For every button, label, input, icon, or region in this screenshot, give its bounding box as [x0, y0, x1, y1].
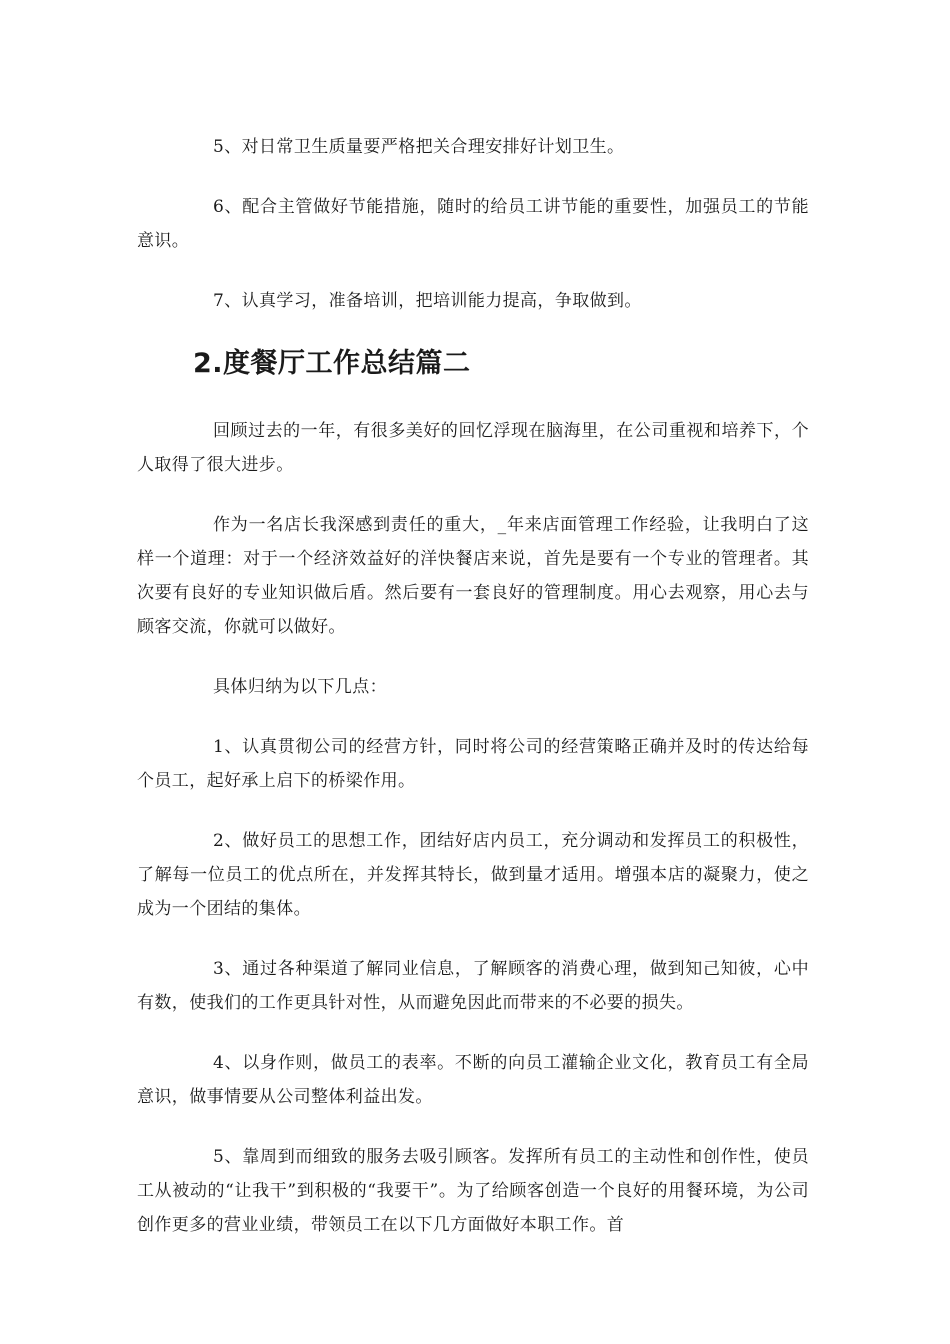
paragraph-point-2: 2、做好员工的思想工作，团结好店内员工，充分调动和发挥员工的积极性，了解每一位员工的优点所在，并发挥其特长，做到量才适用。增强本店的凝聚力，使之成为一个团结的集体。 — [137, 831, 809, 919]
paragraph-point-1: 1、认真贯彻公司的经营方针，同时将公司的经营策略正确并及时的传达给每个员工，起好承上启下的桥梁作用。 — [137, 737, 809, 791]
paragraph-point-5: 5、靠周到而细致的服务去吸引顾客。发挥所有员工的主动性和创作性，使员工从被动的“让我干”到积极的“我要干”。为了给顾客创造一个良好的用餐环境，为公司创作更多的营业业绩，带领员工在以下几方面做好本职工作。首 — [137, 1147, 809, 1235]
paragraph-item-7-training: 7、认真学习，准备培训，把培训能力提高，争取做到。 — [213, 291, 642, 311]
paragraph-item-6-energy: 6、配合主管做好节能措施，随时的给员工讲节能的重要性，加强员工的节能意识。 — [137, 197, 809, 251]
document-body — [137, 130, 809, 1268]
paragraph-intro: 回顾过去的一年，有很多美好的回忆浮现在脑海里，在公司重视和培养下，个人取得了很大进步。 — [137, 421, 809, 475]
section-heading: 2.度餐厅工作总结篇二 — [193, 348, 471, 379]
paragraph-item-5-hygiene: 5、对日常卫生质量要严格把关合理安排好计划卫生。 — [213, 137, 625, 157]
paragraph-summary-lead: 具体归纳为以下几点： — [213, 677, 387, 697]
paragraph-point-4: 4、以身作则，做员工的表率。不断的向员工灌输企业文化，教育员工有全局意识，做事情要从公司整体利益出发。 — [137, 1053, 809, 1107]
paragraph-manager: 作为一名店长我深感到责任的重大，_年来店面管理工作经验，让我明白了这样一个道理：对于一个经济效益好的洋快餐店来说，首先是要有一个专业的管理者。其次要有良好的专业知识做后盾。然后要有一套良好的管理制度。用心去观察，用心去与顾客交流，你就可以做好。 — [137, 515, 809, 637]
paragraph-point-3: 3、通过各种渠道了解同业信息，了解顾客的消费心理，做到知己知彼，心中有数，使我们的工作更具针对性，从而避免因此而带来的不必要的损失。 — [137, 959, 809, 1013]
